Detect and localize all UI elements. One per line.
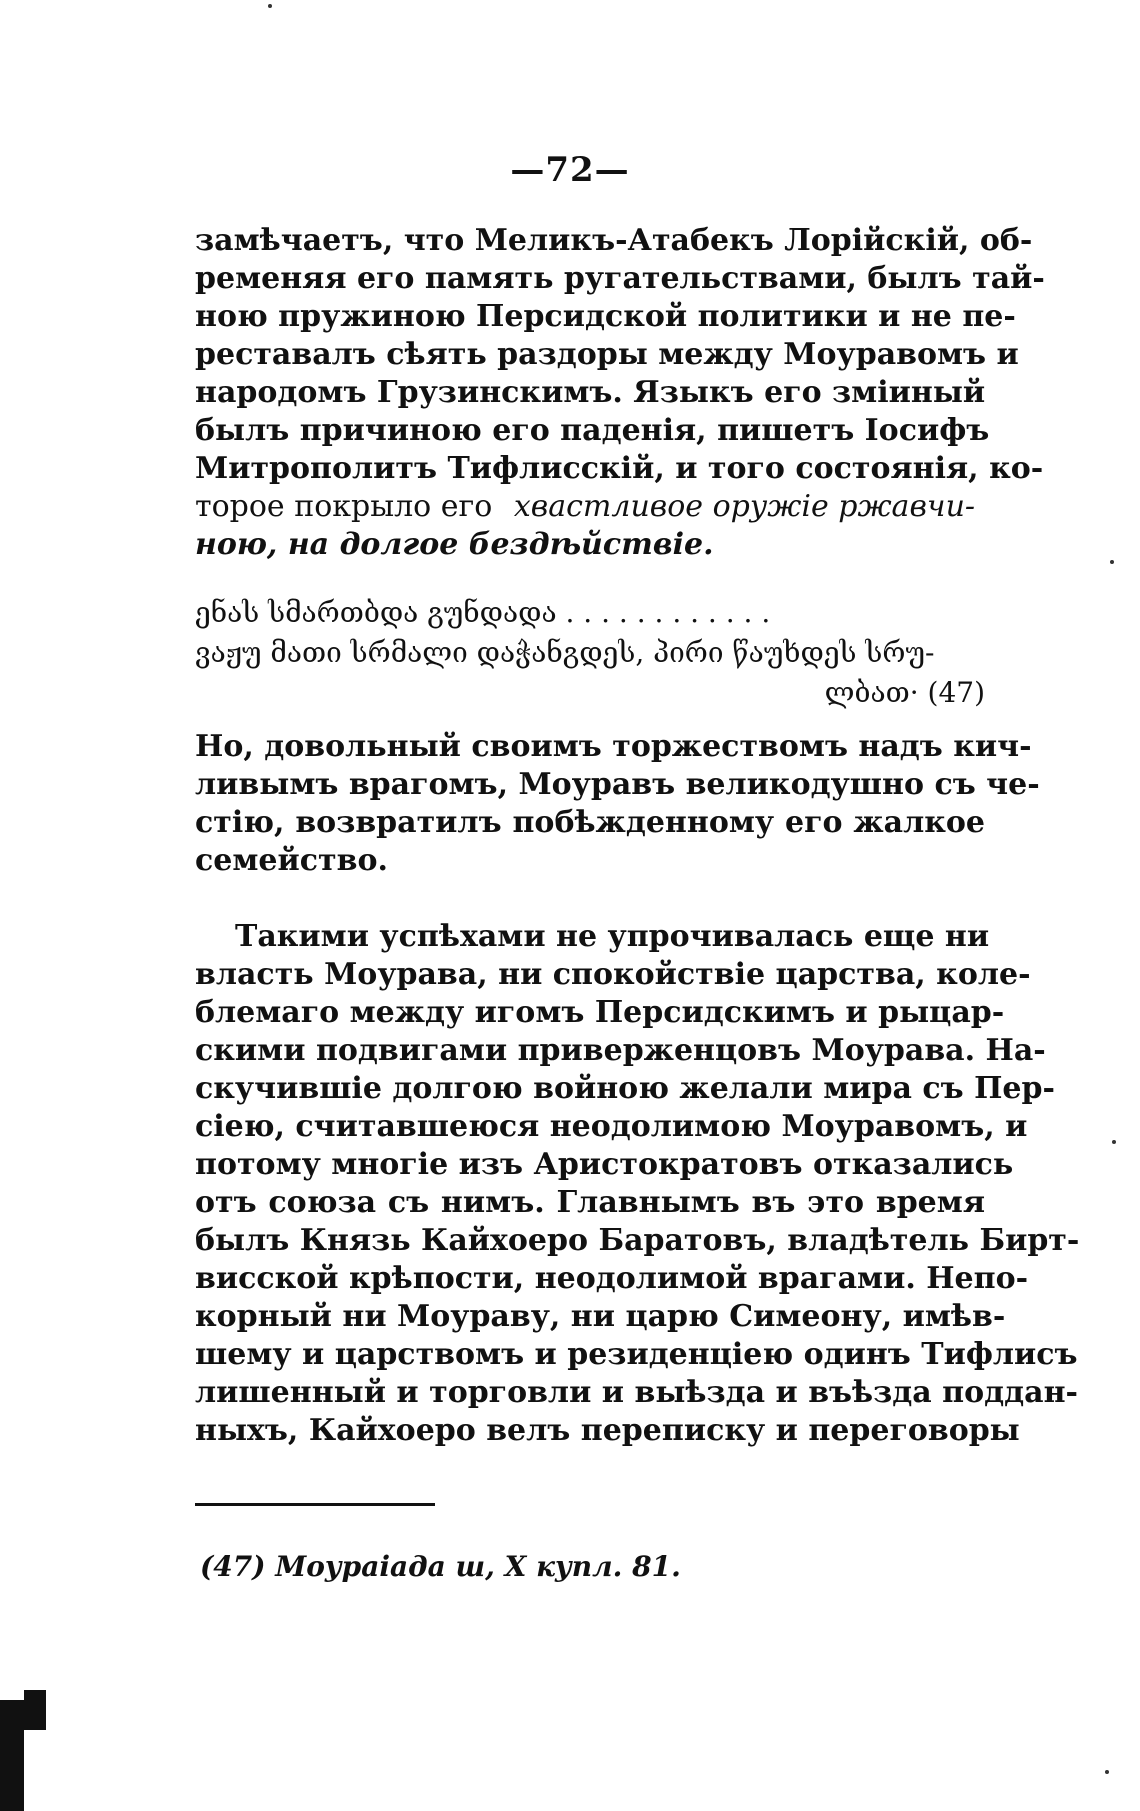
text-line: скучившіе долгою войною желали мира съ Пер- bbox=[195, 1071, 1055, 1106]
text-line: Такими успѣхами не упрочивалась еще ни bbox=[235, 919, 990, 954]
text-line: семейство. bbox=[195, 843, 388, 878]
scan-speck bbox=[1112, 1140, 1116, 1144]
text-italic: хвастливое оружіе ржавчи- bbox=[513, 489, 976, 524]
footnote-rule bbox=[195, 1503, 435, 1506]
scan-edge-mark bbox=[0, 1700, 24, 1811]
text-line: висской крѣпости, неодолимой врагами. Непо- bbox=[195, 1261, 1029, 1296]
scan-speck bbox=[1105, 1770, 1109, 1774]
georgian-verse-line: ვაჟუ მათი სრმალი დაჭანგდეს, პირი წაუხდეს სრუ- bbox=[195, 636, 935, 669]
text-line: власть Моурава, ни спокойствіе царства, коле- bbox=[195, 957, 1031, 992]
text-line: ременяя его память ругательствами, былъ тай- bbox=[195, 261, 1045, 296]
text-line: Митрополитъ Тифлисскій, и того состоянія, ко- bbox=[195, 451, 1044, 486]
text-line: потому многіе изъ Аристократовъ отказались bbox=[195, 1147, 1014, 1182]
text-line: шему и царствомъ и резиденціею одинъ Тифлисъ bbox=[195, 1337, 1078, 1372]
scan-edge-mark bbox=[24, 1690, 46, 1730]
georgian-verse-line: ენას სმართბდა გუნდადა . . . . . . . . . . . . bbox=[195, 596, 771, 629]
text-line: ливымъ врагомъ, Моуравъ великодушно съ че- bbox=[195, 767, 1040, 802]
text-line: реставалъ сѣять раздоры между Моуравомъ и bbox=[195, 337, 1019, 372]
text-line-italic: ною, на долгое бездѣйствіе. bbox=[195, 527, 714, 562]
text-line: корный ни Моураву, ни царю Симеону, имѣв- bbox=[195, 1299, 1006, 1334]
text-line: былъ Князь Кайхоеро Баратовъ, владѣтель Бирт- bbox=[195, 1223, 1080, 1258]
text-plain: торое покрыло его bbox=[195, 489, 493, 524]
text-line: былъ причиною его паденія, пишетъ Іосифъ bbox=[195, 413, 990, 448]
scan-speck bbox=[268, 4, 272, 8]
text-line: Но, довольный своимъ торжествомъ надъ кич- bbox=[195, 729, 1032, 764]
text-line: скими подвигами приверженцовъ Моурава. На- bbox=[195, 1033, 1046, 1068]
text-line: замѣчаетъ, что Меликъ-Атабекъ Лорійскій, об- bbox=[195, 223, 1033, 258]
georgian-verse-line: ლბათ· (47) bbox=[824, 676, 985, 709]
text-line: ныхъ, Кайхоеро велъ переписку и переговоры bbox=[195, 1413, 1020, 1448]
footnote: (47) Моураіада ш, X купл. 81. bbox=[200, 1550, 681, 1583]
text-line: лишенный и торговли и выѣзда и въѣзда поддан- bbox=[195, 1375, 1078, 1410]
text-line: сіею, считавшеюся неодолимою Моуравомъ, и bbox=[195, 1109, 1028, 1144]
text-line: стію, возвратилъ побѣжденному его жалкое bbox=[195, 805, 985, 840]
page-number: —72— bbox=[510, 150, 630, 190]
text-line: блемаго между игомъ Персидскимъ и рыцар- bbox=[195, 995, 1005, 1030]
scan-speck bbox=[1110, 560, 1114, 564]
text-line: отъ союза съ нимъ. Главнымъ въ это время bbox=[195, 1185, 985, 1220]
text-line-mixed bbox=[195, 488, 985, 526]
text-line: ною пружиною Персидской политики и не пе- bbox=[195, 299, 1016, 334]
text-line: народомъ Грузинскимъ. Языкъ его зміиный bbox=[195, 375, 986, 410]
